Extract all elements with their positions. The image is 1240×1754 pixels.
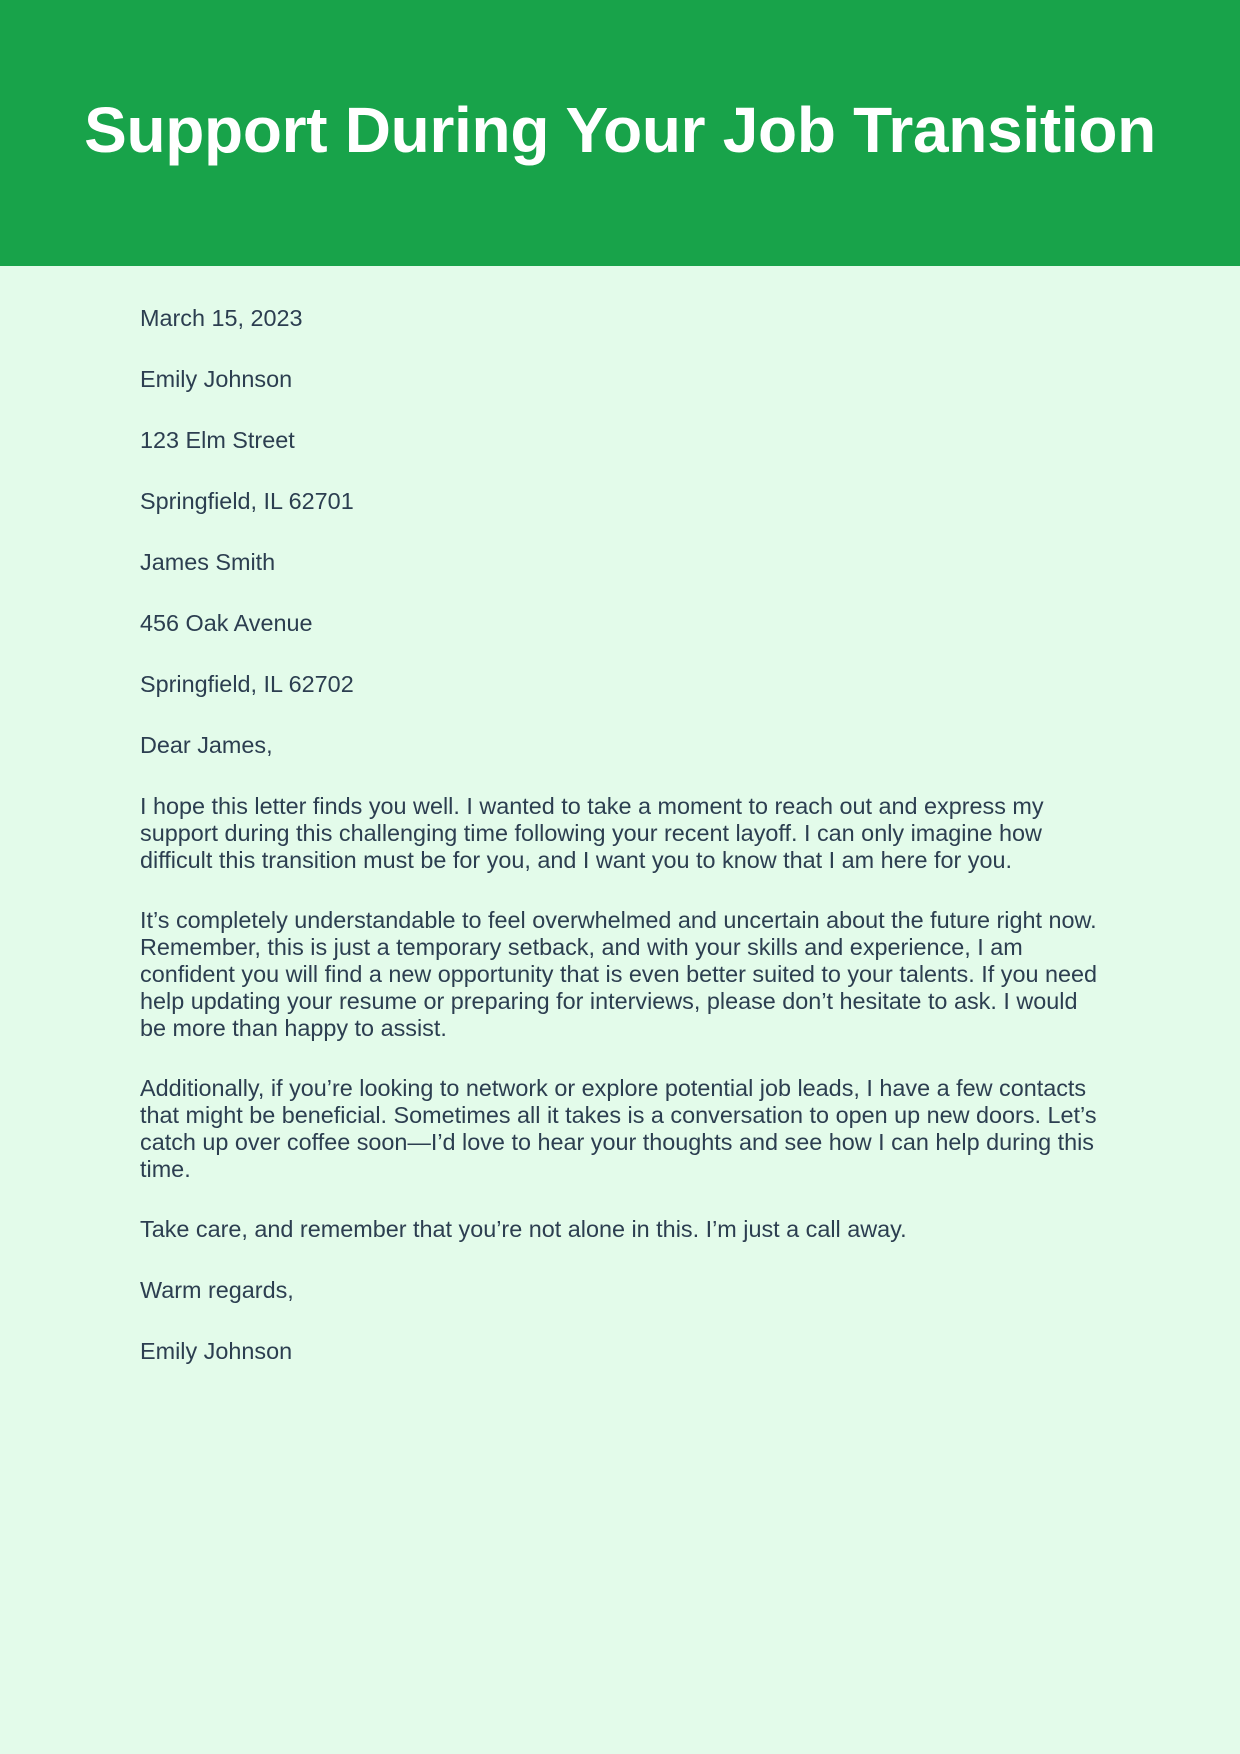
letter-date: March 15, 2023 [140,305,303,331]
body-paragraph: Additionally, if you’re looking to network or explore potential job leads, I have a few contacts that might be beneficial. Sometimes all it takes is a conversation to open up new doors. Let’s catch up over coffee soon—I’d love to hear your thoughts and see how I can help during this time. [140,1075,1097,1182]
closing: Warm regards, [140,1277,294,1303]
body-paragraph: I hope this letter finds you well. I wanted to take a moment to reach out and express my support during this challenging time following your recent layoff. I can only imagine how difficult this transition must be for you, and I want you to know that I am here for you. [140,793,1044,873]
sender-street: 123 Elm Street [140,427,295,453]
body-paragraph: It’s completely understandable to feel overwhelmed and uncertain about the future right now. Remember, this is just a temporary setback, and with your skills and experience, I am confident you will find a new opportunity that is even better suited to your talents. If you need help updating your resume or preparing for interviews, please don’t hesitate to ask. I would be more than happy to assist. [140,907,1097,1041]
salutation: Dear James, [140,732,273,758]
recipient-name: James Smith [140,549,276,575]
sender-city-line: Springfield, IL 62701 [140,488,354,514]
letter-header [0,0,1240,266]
page-title: Support During Your Job Transition [84,94,1156,166]
sender-name: Emily Johnson [140,366,293,392]
recipient-city-line: Springfield, IL 62702 [140,671,354,697]
letter-body [140,305,1100,1399]
body-paragraph: Take care, and remember that you’re not alone in this. I’m just a call away. [140,1216,907,1242]
signature: Emily Johnson [140,1338,293,1364]
recipient-street: 456 Oak Avenue [140,610,313,636]
